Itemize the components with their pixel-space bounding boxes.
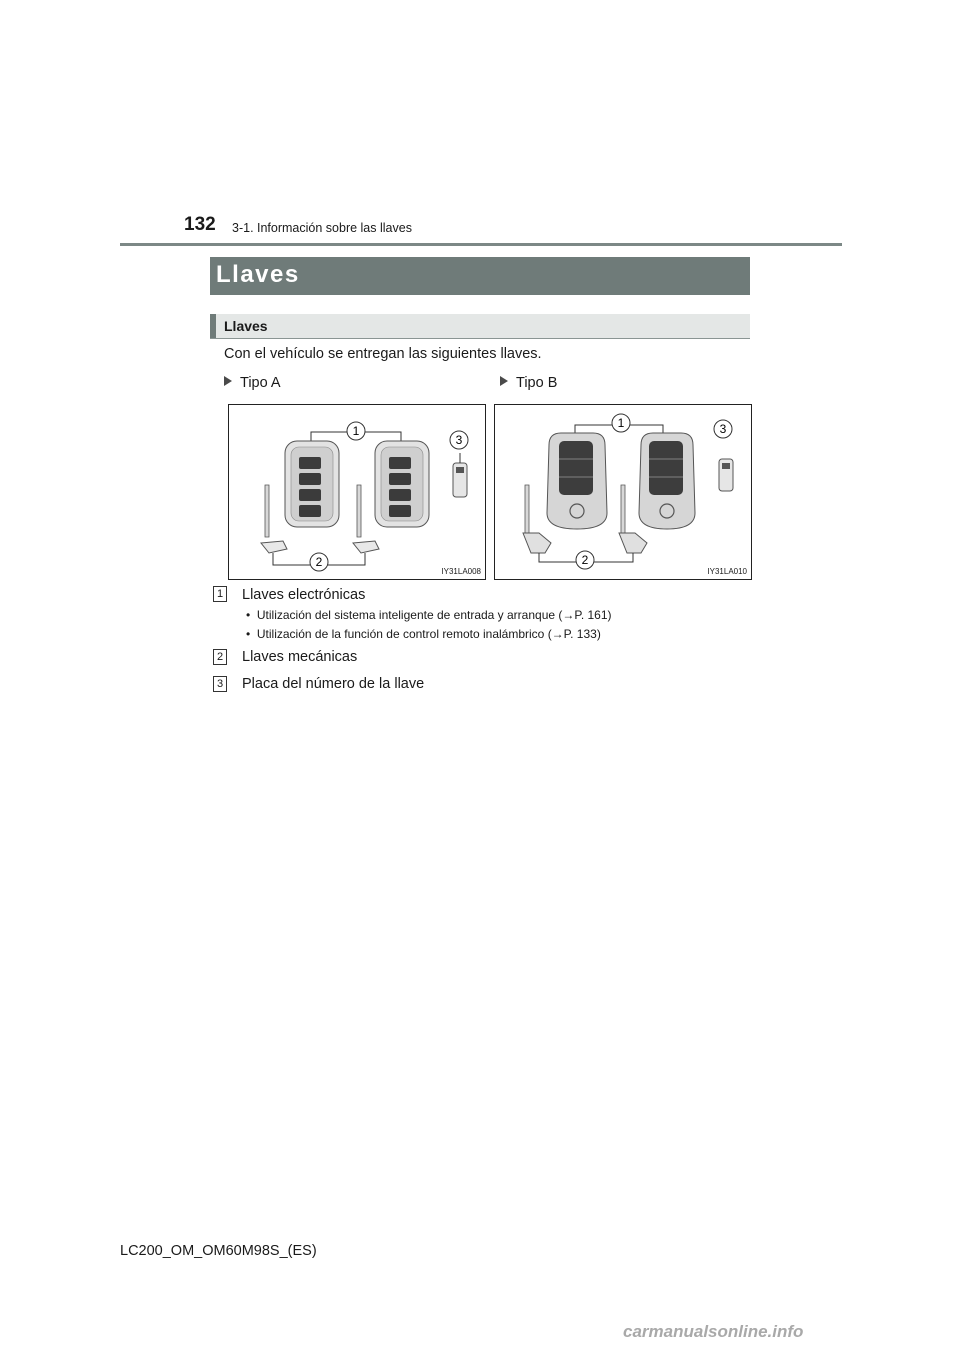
item-electronic-keys: Llaves electrónicas (242, 587, 366, 603)
figure-type-b (494, 404, 752, 580)
keys-type-b-illustration (495, 405, 751, 579)
page-title: Llaves (216, 261, 300, 288)
figure-code: IY31LA010 (707, 567, 747, 576)
figure-code: IY31LA008 (441, 567, 481, 576)
callout-2: 2 (315, 555, 323, 569)
callout-1: 1 (617, 416, 625, 430)
item-key-number-plate: Placa del número de la llave (242, 676, 425, 692)
callout-3: 3 (455, 433, 463, 447)
subheading: Llaves (224, 318, 268, 334)
keys-type-a-illustration (229, 405, 485, 579)
item-number-1: 1 (213, 586, 227, 602)
triangle-bullet-icon (500, 376, 508, 386)
page-title-bar (210, 257, 750, 295)
callout-1: 1 (352, 424, 360, 438)
subheading-bar (210, 314, 750, 339)
watermark: carmanualsonline.info (623, 1322, 804, 1341)
type-a-label: Tipo A (224, 375, 281, 391)
callout-2: 2 (581, 553, 589, 567)
triangle-bullet-icon (224, 376, 232, 386)
item-number-2: 2 (213, 649, 227, 665)
callout-3: 3 (719, 422, 727, 436)
item-mechanical-keys: Llaves mecánicas (242, 649, 358, 665)
figure-type-a (228, 404, 486, 580)
bullet-smart-entry: • Utilización del sistema inteligente de entrada y arranque (→P. 161) (246, 608, 612, 622)
section-breadcrumb: 3-1. Información sobre las llaves (232, 221, 412, 235)
header-rule (120, 243, 842, 246)
bullet-remote-control: • Utilización de la función de control remoto inalámbrico (→P. 133) (246, 627, 601, 641)
page-number: 132 (184, 214, 216, 235)
type-b-label: Tipo B (500, 375, 557, 391)
intro-text: Con el vehículo se entregan las siguientes llaves. (224, 346, 542, 362)
footer-code: LC200_OM_OM60M98S_(ES) (120, 1243, 317, 1259)
item-number-3: 3 (213, 676, 227, 692)
